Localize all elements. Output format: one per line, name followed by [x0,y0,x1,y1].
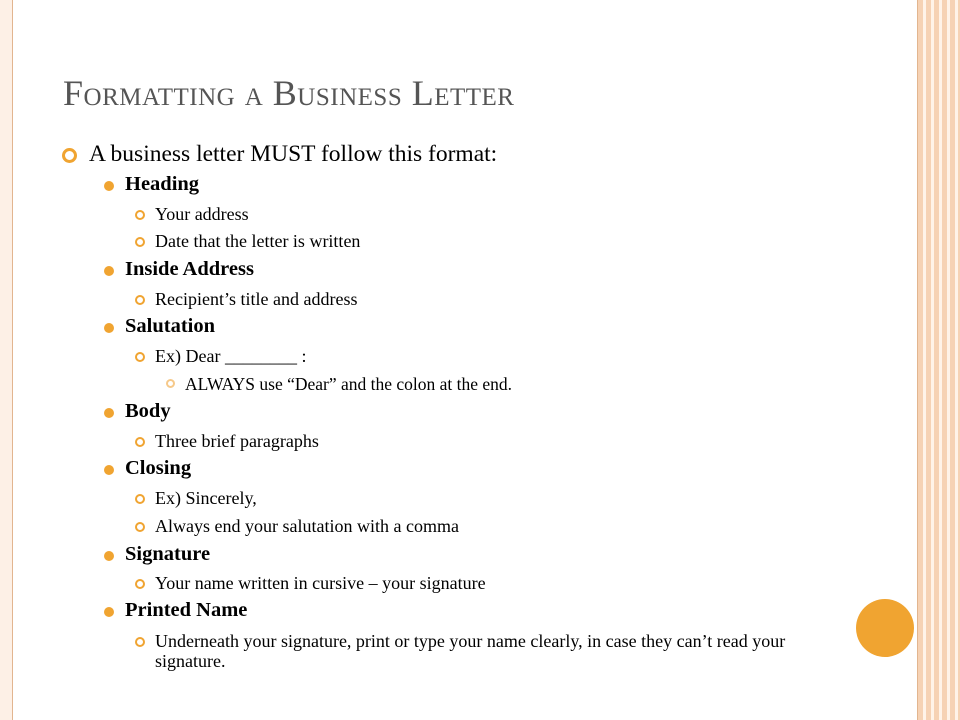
bullet-dot-icon [104,465,114,475]
bullet-ring-icon [62,148,77,163]
bullet-dot-icon [104,266,114,276]
bullet-ring-icon [135,437,145,447]
section-point: Recipient’s title and address [155,289,358,309]
section-point: Ex) Sincerely, [155,488,257,508]
section-heading: Inside Address [125,258,254,280]
section-point: Three brief paragraphs [155,431,319,451]
section-subpoint: ALWAYS use “Dear” and the colon at the end. [185,374,513,394]
decorative-circle [856,599,914,657]
bullet-dot-icon [104,551,114,561]
bullet-ring-icon [135,579,145,589]
bullet-dot-icon [104,323,114,333]
bullet-ring-icon [166,379,175,388]
section-point: Ex) Dear ________ : [155,346,307,366]
section-point: Your address [155,204,249,224]
section-heading: Salutation [125,315,215,337]
section-point: Date that the letter is written [155,231,361,251]
slide-title: Formatting a Business Letter [63,73,515,113]
bullet-dot-icon [104,408,114,418]
bullet-ring-icon [135,637,145,647]
section-heading: Body [125,400,171,422]
bullet-ring-icon [135,352,145,362]
bullet-ring-icon [135,210,145,220]
section-heading: Closing [125,457,192,479]
bullet-dot-icon [104,607,114,617]
section-heading: Signature [125,543,211,565]
section-heading: Heading [125,173,200,195]
section-point: Underneath your signature, print or type your name clearly, in case they can’t read your signature. [155,631,786,671]
section-point: Your name written in cursive – your signature [155,573,486,593]
bullet-dot-icon [104,181,114,191]
bullet-ring-icon [135,237,145,247]
bullet-ring-icon [135,494,145,504]
section-point: Always end your salutation with a comma [155,516,459,536]
decorative-stripes [918,0,960,720]
bullet-ring-icon [135,295,145,305]
bullet-ring-icon [135,522,145,532]
intro-text: A business letter MUST follow this format: [89,141,498,167]
section-heading: Printed Name [125,599,248,621]
